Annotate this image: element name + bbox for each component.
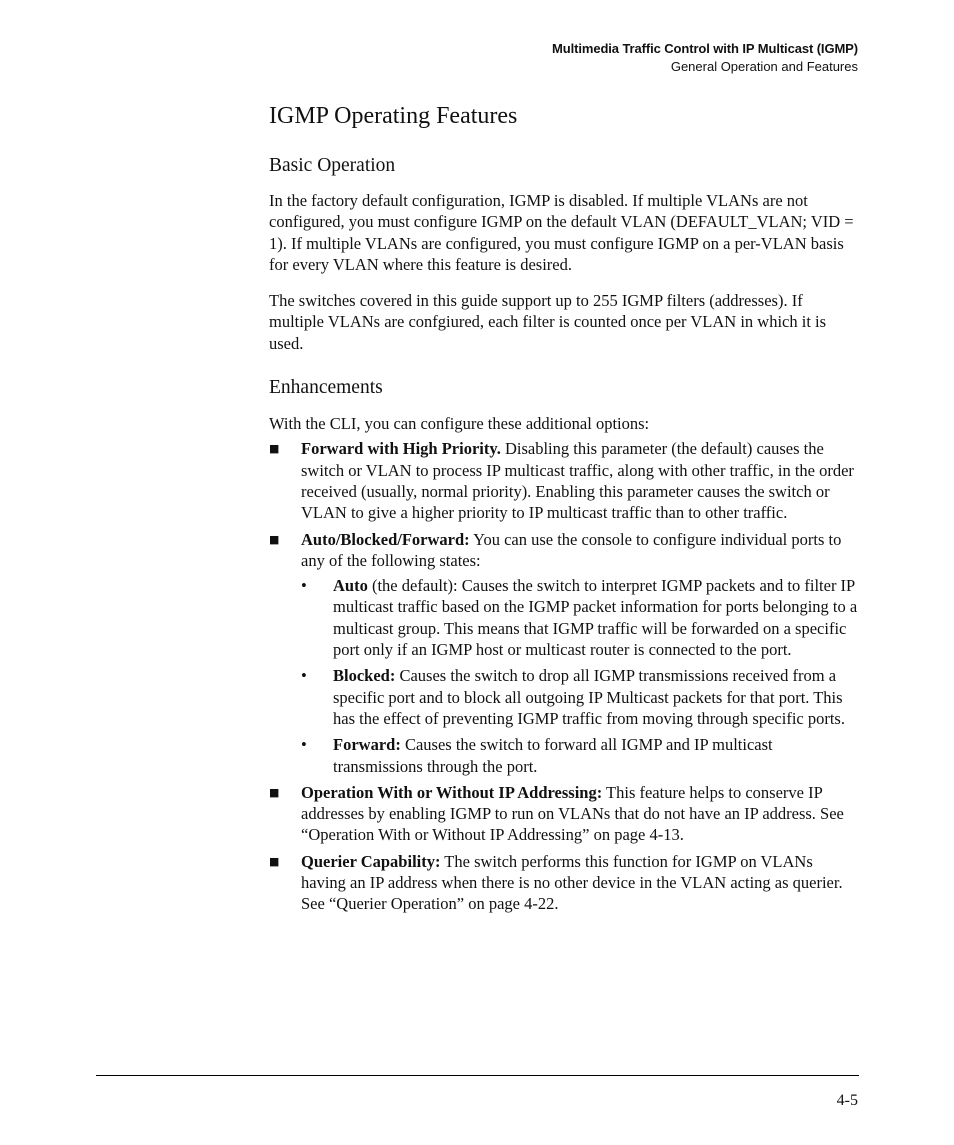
page-content bbox=[269, 100, 859, 920]
state-term: Forward: bbox=[333, 735, 401, 755]
option-description: You can use the console to configure individual ports to any of the following states: bbox=[301, 529, 842, 570]
option-term: Operation With or Without IP Addressing: bbox=[301, 782, 603, 802]
square-bullet-icon: ■ bbox=[269, 854, 280, 868]
list-item bbox=[269, 851, 859, 915]
list-item bbox=[301, 575, 859, 660]
square-bullet-icon: ■ bbox=[269, 532, 280, 546]
option-term: Auto/Blocked/Forward: bbox=[301, 529, 470, 549]
option-description: The switch performs this function for IGMP on VLANs having an IP address when there is no other device in the VLAN acting as querier. See “Querier Operation” on page 4-22. bbox=[301, 851, 843, 914]
paragraph-filter-limit: The switches covered in this guide support up to 255 IGMP filters (addresses). If multiple VLANs are confgiured, each filter is counted once per VLAN in which it is used. bbox=[269, 291, 827, 353]
dot-bullet-icon: • bbox=[301, 576, 307, 596]
list-item bbox=[269, 529, 859, 777]
list-item bbox=[301, 665, 859, 729]
option-term: Querier Capability: bbox=[301, 851, 441, 871]
square-bullet-icon: ■ bbox=[269, 442, 280, 456]
list-item bbox=[301, 734, 859, 777]
port-states-list bbox=[301, 575, 859, 777]
footer-divider bbox=[96, 1075, 859, 1076]
dot-bullet-icon: • bbox=[301, 666, 307, 686]
square-bullet-icon: ■ bbox=[269, 785, 280, 799]
option-term: Forward with High Priority. bbox=[301, 439, 501, 459]
section-heading-enhancements: Enhancements bbox=[269, 377, 383, 399]
page-number: 4-5 bbox=[836, 1092, 858, 1109]
running-header-section: General Operation and Features bbox=[670, 59, 858, 74]
paragraph-cli-intro: With the CLI, you can configure these additional options: bbox=[269, 414, 650, 434]
list-item bbox=[269, 782, 859, 846]
page-title: IGMP Operating Features bbox=[269, 103, 518, 129]
option-description: Disabling this parameter (the default) causes the switch or VLAN to process IP multicast traffic, along with other traffic, in the order received (usually, normal priority). Enabling this parameter causes the switch or VLAN to give a higher priority to IP multicast traffic than to other traffic. bbox=[301, 439, 854, 523]
state-term: Blocked: bbox=[333, 666, 396, 686]
state-description: Causes the switch to forward all IGMP and IP multicast transmissions through the port. bbox=[333, 735, 773, 776]
state-term: Auto bbox=[333, 576, 368, 596]
state-description: (the default): Causes the switch to interpret IGMP packets and to filter IP multicast traffic based on the IGMP packet information for ports belonging to a multicast group. This means that IGMP traffic will be forwarded on a specific port only if an IGMP host or multicast router is connected to the port. bbox=[333, 576, 858, 660]
dot-bullet-icon: • bbox=[301, 735, 307, 755]
option-description: This feature helps to conserve IP addresses by enabling IGMP to run on VLANs that do not have an IP address. See “Operation With or Without IP Addressing” on page 4-13. bbox=[301, 782, 844, 845]
paragraph-default-configuration: In the factory default configuration, IGMP is disabled. If multiple VLANs are not configured, you must configure IGMP on the default VLAN (DEFAULT_VLAN; VID = 1). If multiple VLANs are configured, you must configure IGMP on a per-VLAN basis for every VLAN where this feature is desired. bbox=[269, 191, 854, 274]
running-header-chapter: Multimedia Traffic Control with IP Multicast (IGMP) bbox=[552, 41, 858, 56]
state-description: Causes the switch to drop all IGMP transmissions received from a specific port and to block all outgoing IP Multicast packets for that port. This has the effect of preventing IGMP traffic from moving through specific ports. bbox=[333, 666, 845, 728]
options-list bbox=[269, 438, 859, 914]
section-heading-basic-operation: Basic Operation bbox=[269, 155, 396, 176]
list-item bbox=[269, 438, 859, 523]
